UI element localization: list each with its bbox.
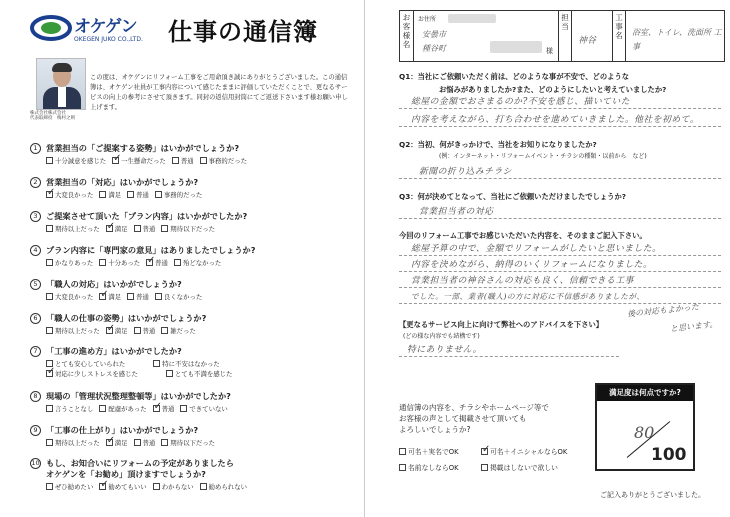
answer-line bbox=[399, 94, 721, 109]
option-row bbox=[46, 258, 356, 267]
option-label: とても安心していられた bbox=[55, 360, 126, 368]
option-label: 普通 bbox=[155, 259, 168, 267]
answer-line bbox=[399, 112, 721, 127]
option-label: 満足 bbox=[114, 439, 128, 447]
q2-answer: 新聞の折り込みチラシ bbox=[419, 167, 512, 177]
question-number: 10 bbox=[31, 459, 40, 467]
question-text: 営業担当の「対応」はいかがでしょうか? bbox=[46, 177, 199, 187]
answer-line bbox=[399, 342, 619, 357]
tanto-label: 担当 bbox=[558, 11, 572, 61]
option-label: 大変良かった bbox=[55, 293, 94, 301]
satisfaction-score-box bbox=[595, 383, 695, 471]
question-number: 6 bbox=[30, 313, 41, 324]
checkbox[interactable] bbox=[200, 157, 207, 164]
checkbox[interactable] bbox=[200, 483, 207, 490]
checkbox[interactable] bbox=[134, 439, 141, 446]
option-label: 勧められない bbox=[208, 483, 247, 491]
option-row bbox=[46, 359, 356, 368]
checkbox[interactable] bbox=[127, 191, 134, 198]
score-max: 100 bbox=[651, 445, 687, 465]
q6-title-3: よろしいでしょうか? bbox=[399, 425, 471, 434]
checkbox[interactable] bbox=[153, 405, 160, 412]
answer-option[interactable] bbox=[134, 326, 156, 335]
publish-option-2[interactable]: ✓ 可名＋イニシャルならOK bbox=[481, 446, 567, 456]
answer-option[interactable] bbox=[46, 369, 138, 378]
checkbox[interactable] bbox=[46, 259, 53, 266]
checkbox[interactable] bbox=[399, 448, 406, 455]
checkbox[interactable] bbox=[134, 225, 141, 232]
option-label: 事務的だった bbox=[208, 157, 247, 165]
q4-answer-1: 総屋予算の中で、金額でリフォームがしたいと思いました。 bbox=[411, 244, 662, 254]
q3-answer: 営業担当者の対応 bbox=[419, 207, 494, 217]
option-label: 満足 bbox=[114, 327, 128, 335]
option-row bbox=[46, 156, 356, 165]
checkbox[interactable] bbox=[180, 405, 187, 412]
checkbox[interactable] bbox=[112, 157, 119, 164]
answer-line bbox=[399, 204, 721, 219]
option-label: 満足 bbox=[108, 191, 122, 199]
q1-answer-2: 内容を考えながら、打ち合わせを進めていきました。他社を初めて。 bbox=[411, 115, 700, 125]
question-text-2: オケゲンを「お勧め」頂けますでしょうか? bbox=[46, 469, 206, 479]
checkbox[interactable] bbox=[99, 405, 106, 412]
option-label: 良くなかった bbox=[163, 293, 203, 301]
q4-block bbox=[399, 231, 729, 301]
option-label: 勧めてもいい bbox=[108, 483, 147, 491]
question-text: プラン内容に「専門家の意見」はありましたでしょうか? bbox=[46, 245, 256, 255]
answer-line bbox=[399, 289, 721, 304]
answer-option[interactable] bbox=[46, 156, 106, 165]
question-text: 「職人の仕事の姿勢」はいかがでしょうか? bbox=[46, 313, 207, 323]
question-text: 「職人の対応」はいかがでしょうか? bbox=[46, 279, 182, 289]
question-number: 8 bbox=[30, 391, 41, 402]
checkbox[interactable] bbox=[155, 191, 162, 198]
score-value: 80 bbox=[634, 423, 655, 442]
q4-answer-5: 後の対応もよかった bbox=[626, 302, 700, 319]
customer-info-table bbox=[399, 10, 725, 62]
q6-title-1: 通信簿の内容を、チラシやホームページ等で bbox=[399, 403, 549, 412]
checkbox[interactable] bbox=[46, 191, 53, 198]
option-label: 期待以下だった bbox=[170, 225, 216, 233]
q2-block bbox=[399, 140, 729, 177]
answer-option[interactable] bbox=[161, 326, 196, 335]
sama-label: 様 bbox=[546, 47, 553, 55]
page-title: 仕事の通信簿 bbox=[168, 18, 318, 46]
answer-option[interactable] bbox=[155, 292, 202, 301]
checkbox[interactable] bbox=[127, 293, 134, 300]
checkbox[interactable] bbox=[153, 483, 160, 490]
question-text: もし、お知合いにリフォームの予定がありましたら bbox=[46, 458, 234, 468]
option-label: 期待以上だった bbox=[55, 439, 100, 447]
answer-option[interactable] bbox=[46, 404, 93, 413]
q5-block bbox=[399, 320, 729, 355]
checkbox[interactable] bbox=[161, 439, 168, 446]
option-label: 期待以上だった bbox=[55, 327, 100, 335]
option-row bbox=[46, 326, 356, 335]
checkbox[interactable] bbox=[106, 327, 113, 334]
q4-title: 今回のリフォーム工事でお感じいただいた内容を、そのままご記入下さい。 bbox=[399, 231, 647, 240]
answer-line bbox=[399, 257, 721, 272]
question-number: 9 bbox=[30, 425, 41, 436]
checkbox[interactable] bbox=[99, 259, 106, 266]
q3-title: Q3：何が決めてとなって、当社にご依頼いただけましたでしょうか? bbox=[399, 192, 626, 201]
question-number: 1 bbox=[30, 143, 41, 154]
publish-option-1[interactable]: 可名＋実名でOK bbox=[399, 446, 459, 456]
score-heading: 満足度は何点ですか? bbox=[597, 385, 693, 401]
question-text: ご提案させて頂いた「プラン内容」はいかがでしたか? bbox=[46, 211, 248, 221]
question-text: 「工事の仕上がり」はいかがでしょうか? bbox=[46, 425, 199, 435]
publish-option-3[interactable]: 名前なしならOK bbox=[399, 462, 459, 472]
checkbox[interactable] bbox=[172, 157, 179, 164]
option-label: 十分誠意を感じた bbox=[55, 157, 107, 165]
option-label: 十分あった bbox=[108, 259, 141, 267]
answer-option[interactable] bbox=[99, 292, 121, 301]
answer-option[interactable] bbox=[153, 482, 194, 491]
option-label: 事務的だった bbox=[163, 191, 203, 199]
answer-option[interactable] bbox=[46, 292, 93, 301]
checkbox[interactable] bbox=[46, 225, 53, 232]
option-label: かなりあった bbox=[55, 259, 94, 267]
checkbox[interactable] bbox=[46, 157, 53, 164]
president-photo bbox=[36, 58, 86, 110]
answer-option[interactable] bbox=[46, 359, 125, 368]
option-row bbox=[46, 404, 356, 413]
option-row bbox=[46, 369, 356, 378]
question-number: 7 bbox=[30, 346, 41, 357]
answer-option[interactable] bbox=[106, 224, 128, 233]
option-label: 配慮があった bbox=[108, 405, 147, 413]
answer-option[interactable] bbox=[153, 404, 175, 413]
koji-value: 浴室、トイレ、洗面所 工事 bbox=[632, 28, 722, 51]
answer-option[interactable] bbox=[112, 156, 166, 165]
answer-option[interactable] bbox=[134, 224, 156, 233]
option-label: 普通 bbox=[142, 439, 156, 447]
option-label: 普通 bbox=[180, 157, 194, 165]
city-value: 安曇市 bbox=[422, 30, 446, 39]
option-label: 期待以下だった bbox=[170, 439, 216, 447]
question-number: 2 bbox=[30, 177, 41, 188]
answer-option[interactable] bbox=[200, 482, 247, 491]
publish-option-4[interactable]: 掲載はしないで欲しい bbox=[481, 462, 558, 472]
answer-option[interactable] bbox=[106, 326, 128, 335]
tanto-value: 神谷 bbox=[578, 36, 597, 46]
answer-option[interactable] bbox=[166, 369, 233, 378]
q6-title-2: お客様の声として掲載させて頂いても bbox=[399, 414, 527, 423]
q1-title: Q1：当社にご依頼いただく前は、どのような事が不安で、どのような bbox=[399, 72, 630, 81]
option-label: 期待以上だった bbox=[55, 225, 100, 233]
checkbox[interactable] bbox=[46, 327, 53, 334]
checkbox[interactable] bbox=[134, 327, 141, 334]
answer-option[interactable] bbox=[46, 326, 100, 335]
checkbox[interactable] bbox=[46, 370, 53, 377]
q4-answer-4: でした。一部、業者(職人)の方に対応に不信感がありましたが、 bbox=[411, 292, 645, 301]
okegen-logo-icon bbox=[30, 14, 72, 42]
option-row bbox=[46, 224, 356, 233]
customer-name-label: お客様名 bbox=[400, 11, 414, 61]
q2-title: Q2：当初、何がきっかけで、当社をお知りになりましたか? bbox=[399, 140, 597, 149]
option-label: わからない bbox=[161, 483, 194, 491]
answer-option[interactable] bbox=[46, 190, 93, 199]
checkbox[interactable] bbox=[46, 405, 53, 412]
checkbox[interactable] bbox=[46, 439, 53, 446]
option-label: 普通 bbox=[142, 225, 156, 233]
redacted-address bbox=[448, 14, 496, 23]
q3-block bbox=[399, 192, 729, 217]
checkbox[interactable] bbox=[46, 483, 53, 490]
q1-block bbox=[399, 72, 729, 125]
answer-option[interactable] bbox=[180, 404, 227, 413]
option-row bbox=[46, 292, 356, 301]
option-label: 満足 bbox=[108, 293, 122, 301]
option-label: 普通 bbox=[161, 405, 175, 413]
answer-option[interactable] bbox=[106, 438, 128, 447]
address-label: お住所 bbox=[418, 16, 437, 23]
question-text: 「工事の進め方」はいかがでしたか? bbox=[46, 346, 182, 356]
option-row bbox=[46, 190, 356, 199]
photo-caption: 株式会社株式会社 代表取締役 梅村之則 bbox=[30, 111, 75, 121]
answer-option[interactable] bbox=[146, 258, 168, 267]
option-row bbox=[46, 482, 356, 491]
option-label: 特に不安はなかった bbox=[162, 360, 220, 368]
town-value: 種谷町 bbox=[422, 44, 446, 53]
logo bbox=[30, 10, 160, 55]
option-label: できていない bbox=[189, 405, 228, 413]
checkbox[interactable] bbox=[166, 370, 173, 377]
checkbox[interactable] bbox=[481, 448, 488, 455]
checkbox[interactable] bbox=[106, 225, 113, 232]
checkbox[interactable] bbox=[99, 483, 106, 490]
answer-option[interactable] bbox=[46, 224, 100, 233]
option-label: 満足 bbox=[114, 225, 128, 233]
option-label: ぜひ勧めたい bbox=[55, 483, 94, 491]
checkbox[interactable] bbox=[106, 439, 113, 446]
answer-option[interactable] bbox=[99, 482, 146, 491]
q5-sub: (どの様な内容でも結構です) bbox=[403, 333, 480, 340]
answer-option[interactable] bbox=[134, 438, 156, 447]
checkbox[interactable] bbox=[481, 464, 488, 471]
redacted-name bbox=[490, 41, 542, 53]
option-label: 対応に少しストレスを感じた bbox=[55, 370, 138, 378]
option-label: とても不満を感じた bbox=[174, 370, 233, 378]
question-number: 5 bbox=[30, 279, 41, 290]
answer-option[interactable] bbox=[99, 404, 146, 413]
intro-text: この度は、オケゲンにリフォーム工事をご用命頂き誠にありがとうございました。この通信簿は、オケゲン社員が工事内容について感じたままに評価していただくことで、更なるサービスの向上の参考にさせて頂きます。同封の返信用封筒にてご返送下さいます様お願い申し上げます。 bbox=[90, 74, 348, 111]
answer-option[interactable] bbox=[127, 190, 149, 199]
answer-option[interactable] bbox=[127, 292, 149, 301]
koji-label: 工事名 bbox=[612, 11, 626, 61]
option-label: 大変良かった bbox=[55, 191, 94, 199]
q5-answer: 特にありません。 bbox=[407, 345, 482, 355]
answer-option[interactable] bbox=[200, 156, 247, 165]
answer-option[interactable] bbox=[99, 190, 121, 199]
logo-text-jp: オケゲン bbox=[74, 17, 137, 37]
answer-line bbox=[399, 273, 721, 288]
option-label: 普通 bbox=[136, 293, 149, 301]
checkbox[interactable] bbox=[99, 293, 106, 300]
checkbox[interactable] bbox=[161, 327, 168, 334]
q5-title: 【更なるサービス向上に向けて弊社へのアドバイスを下さい】 bbox=[399, 320, 604, 329]
checkbox[interactable] bbox=[174, 259, 181, 266]
answer-option[interactable] bbox=[161, 224, 215, 233]
question-text: 現場の「管理状況整理整頓等」はいかがでしたか? bbox=[46, 391, 231, 401]
option-label: 一生懸命だった bbox=[121, 157, 166, 165]
option-label: 殆どなかった bbox=[182, 259, 222, 267]
option-label: 雑だった bbox=[170, 327, 196, 335]
q1-answer-1: 総屋の金額でおさまるのか?不安を感じ、描いていた bbox=[411, 97, 631, 107]
option-label: 普通 bbox=[142, 327, 156, 335]
question-number: 3 bbox=[30, 211, 41, 222]
question-text: 営業担当の「ご提案する姿勢」はいかがでしょうか? bbox=[46, 143, 240, 153]
checkbox[interactable] bbox=[155, 293, 162, 300]
option-label: 言うことなし bbox=[55, 405, 94, 413]
checkbox[interactable] bbox=[161, 225, 168, 232]
thanks-text: ご記入ありがとうございました。 bbox=[600, 491, 705, 499]
question-number: 4 bbox=[30, 245, 41, 256]
option-label: 普通 bbox=[136, 191, 149, 199]
answer-option[interactable] bbox=[99, 258, 140, 267]
answer-option[interactable] bbox=[155, 190, 202, 199]
checkbox[interactable] bbox=[399, 464, 406, 471]
q4-answer-3: 営業担当者の神谷さんの対応も良く、信頼できる工事 bbox=[411, 276, 634, 286]
checkbox[interactable] bbox=[46, 293, 53, 300]
logo-text-en: OKEGEN JUKO CO.,LTD. bbox=[74, 36, 143, 43]
option-row bbox=[46, 438, 356, 447]
answer-option[interactable] bbox=[172, 156, 194, 165]
answer-option[interactable] bbox=[46, 438, 100, 447]
q4-answer-6: と思います。 bbox=[669, 319, 718, 334]
answer-option[interactable] bbox=[174, 258, 221, 267]
q1-title-2: お悩みがありましたか?また、どのようにしたいと考えていましたか? bbox=[439, 85, 667, 94]
q4-answer-2: 内容を決めながら、納得のいくリフォームになりました。 bbox=[411, 260, 653, 270]
answer-option[interactable] bbox=[161, 438, 215, 447]
checkbox[interactable] bbox=[99, 191, 106, 198]
answer-line bbox=[399, 164, 721, 179]
q2-sub: (例：インターネット・リフォームイベント・チラシの種類・以前から など) bbox=[439, 153, 647, 160]
checkbox[interactable] bbox=[153, 360, 160, 367]
answer-line bbox=[399, 241, 721, 256]
answer-option[interactable] bbox=[46, 258, 93, 267]
answer-option[interactable] bbox=[46, 482, 93, 491]
answer-option[interactable] bbox=[153, 359, 220, 368]
checkbox[interactable] bbox=[146, 259, 153, 266]
